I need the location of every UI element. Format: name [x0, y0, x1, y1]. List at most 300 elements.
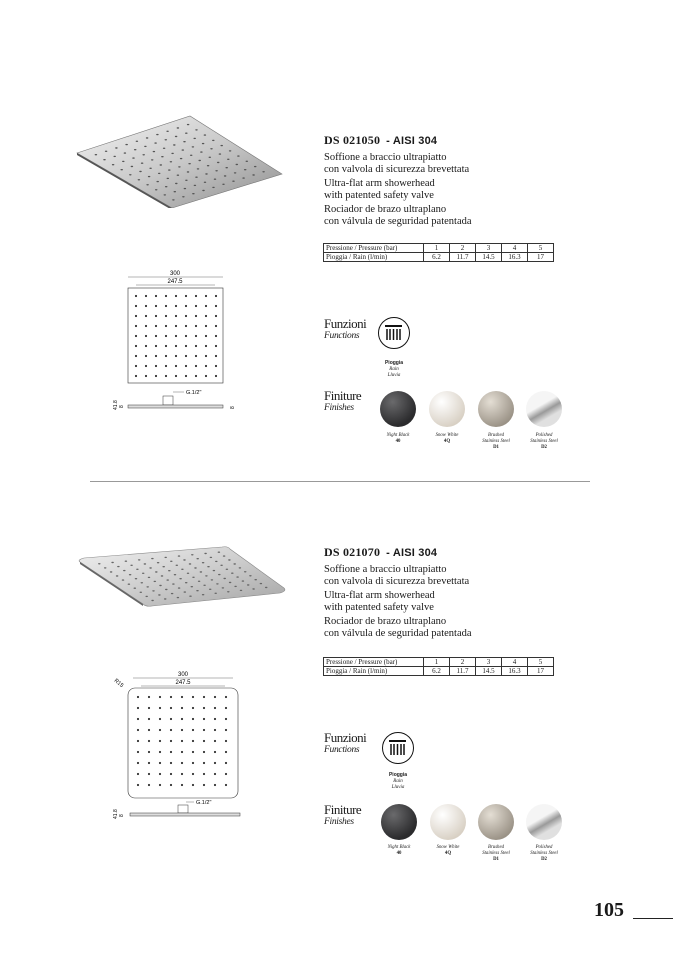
dim-height: 41.8 [113, 400, 119, 410]
nozzle-dot [249, 575, 252, 576]
nozzle-dot [175, 355, 177, 357]
nozzle-dot [192, 577, 195, 578]
nozzle-dot [156, 181, 159, 182]
nozzle-dot [145, 325, 147, 327]
nozzle-dot [262, 171, 265, 172]
nozzle-dot [185, 315, 187, 317]
nozzle-dot [157, 562, 160, 563]
nozzle-dot [171, 593, 174, 594]
nozzle-dot [155, 375, 157, 377]
nozzle-dot [244, 169, 247, 170]
nozzle-dot [197, 168, 200, 169]
nozzle-dot [136, 569, 139, 570]
nozzle-dot [184, 188, 187, 189]
swatch-brushed-steel [478, 804, 514, 840]
nozzle-dot [155, 355, 157, 357]
nozzle-dot [202, 190, 205, 191]
nozzle-dot [158, 173, 161, 174]
rain-shower-icon [382, 732, 414, 764]
nozzle-dot [144, 146, 147, 147]
nozzle-dot [170, 707, 172, 709]
nozzle-dot [203, 751, 205, 753]
nozzle-dot [171, 153, 174, 154]
nozzle-dot [181, 740, 183, 742]
nozzle-dot [153, 151, 156, 152]
nozzle-dot [159, 773, 161, 775]
nozzle-dot [191, 554, 194, 555]
nozzle-dot [189, 596, 192, 597]
nozzle-dot [185, 355, 187, 357]
nozzle-dot [159, 751, 161, 753]
nozzle-dot [137, 729, 139, 731]
nozzle-dot [252, 588, 255, 589]
nozzle-dot [242, 177, 245, 178]
nozzle-dot [135, 355, 137, 357]
nozzle-dot [155, 189, 158, 190]
page-number-rule [633, 918, 673, 919]
nozzle-dot [220, 145, 223, 146]
nozzle-dot [160, 164, 163, 165]
nozzle-dot [214, 784, 216, 786]
nozzle-dot [205, 335, 207, 337]
nozzle-dot [222, 587, 225, 588]
product-code: DS 021070 - AISI 304 [324, 545, 438, 559]
nozzle-dot [148, 762, 150, 764]
nozzle-dot [145, 375, 147, 377]
nozzle-dot [207, 566, 210, 567]
finish-label-polished: Polished Stainless Steel D2 [530, 845, 558, 862]
nozzle-dot [175, 335, 177, 337]
nozzle-dot [116, 575, 119, 576]
nozzle-dot [233, 563, 236, 564]
nozzle-dot [244, 571, 247, 572]
swatch-snow-white [430, 804, 466, 840]
nozzle-dot [214, 593, 217, 594]
nozzle-dot [165, 375, 167, 377]
nozzle-dot [222, 184, 225, 185]
nozzle-dot [164, 557, 167, 558]
nozzle-dot [120, 169, 123, 170]
nozzle-dot [165, 305, 167, 307]
nozzle-dot [236, 576, 239, 577]
nozzle-dot [185, 133, 188, 134]
nozzle-dot [265, 587, 268, 588]
nozzle-dot [203, 585, 206, 586]
nozzle-dot [204, 553, 207, 554]
nozzle-dot [192, 696, 194, 698]
finish-label-brushed: Brushed Stainless Steel D1 [482, 845, 510, 862]
dim-height: 41.8 [113, 809, 119, 819]
nozzle-dot [123, 570, 126, 571]
nozzle-dot [183, 141, 186, 142]
nozzle-dot [180, 158, 183, 159]
nozzle-dot [111, 562, 114, 563]
nozzle-dot [194, 185, 197, 186]
nozzle-dot [214, 707, 216, 709]
nozzle-dot [225, 773, 227, 775]
nozzle-dot [216, 583, 219, 584]
nozzle-dot [209, 589, 212, 590]
nozzle-dot [205, 325, 207, 327]
nozzle-dot [154, 581, 157, 582]
nozzle-dot [154, 142, 157, 143]
nozzle-dot [181, 762, 183, 764]
finishes-heading: Finiture Finishes [324, 802, 362, 827]
nozzle-dot [159, 696, 161, 698]
nozzle-dot [145, 355, 147, 357]
nozzle-dot [181, 773, 183, 775]
nozzle-dot [145, 315, 147, 317]
nozzle-dot [165, 365, 167, 367]
nozzle-dot [142, 573, 145, 574]
nozzle-dot [170, 773, 172, 775]
nozzle-dot [203, 740, 205, 742]
nozzle-dot [135, 335, 137, 337]
nozzle-dot [137, 718, 139, 720]
nozzle-dot [129, 574, 132, 575]
nozzle-dot [151, 558, 154, 559]
nozzle-dot [166, 131, 169, 132]
nozzle-dot [205, 355, 207, 357]
product-description: Soffione a braccio ultrapiatto con valvola di sicurezza brevettata Ultra-flat arm showerhead with patented safety valve Rociador de brazo ultraplano con válvula de seguridad patentada [324, 564, 472, 639]
nozzle-dot [215, 305, 217, 307]
nozzle-dot [195, 355, 197, 357]
nozzle-dot [132, 157, 135, 158]
nozzle-dot [215, 345, 217, 347]
nozzle-dot [185, 180, 188, 181]
nozzle-dot [210, 557, 213, 558]
nozzle-dot [192, 762, 194, 764]
nozzle-dot [110, 571, 113, 572]
finish-label-snow-white: Snow White 4Q [435, 433, 459, 444]
nozzle-dot [212, 187, 215, 188]
nozzle-dot [122, 579, 125, 580]
nozzle-dot [148, 696, 150, 698]
performance-table: Pressione / Pressure (bar) 1 2 3 4 5 Pioggia / Rain (l/min) 6.2 11.7 14.5 16.3 17 [323, 657, 554, 676]
nozzle-dot [205, 375, 207, 377]
nozzle-dot [158, 594, 161, 595]
nozzle-dot [229, 150, 232, 151]
nozzle-dot [223, 555, 226, 556]
nozzle-dot [196, 590, 199, 591]
nozzle-dot [148, 784, 150, 786]
nozzle-dot [254, 166, 257, 167]
nozzle-dot [159, 585, 162, 586]
dim-height-2: 8 [119, 405, 125, 408]
nozzle-dot [215, 365, 217, 367]
nozzle-dot [159, 707, 161, 709]
nozzle-dot [195, 365, 197, 367]
dim-inner: 247.5 [175, 680, 191, 686]
nozzle-dot [134, 149, 137, 150]
nozzle-dot [130, 565, 133, 566]
nozzle-dot [165, 345, 167, 347]
nozzle-dot [172, 583, 175, 584]
nozzle-dot [155, 335, 157, 337]
nozzle-dot [181, 784, 183, 786]
nozzle-dot [200, 151, 203, 152]
nozzle-dot [231, 573, 234, 574]
nozzle-dot [124, 152, 127, 153]
nozzle-dot [191, 586, 194, 587]
nozzle-dot [214, 751, 216, 753]
nozzle-dot [177, 175, 180, 176]
nozzle-dot [205, 345, 207, 347]
nozzle-dot [166, 579, 169, 580]
nozzle-dot [195, 129, 198, 130]
nozzle-dot [129, 174, 132, 175]
nozzle-dot [179, 578, 182, 579]
nozzle-dot [135, 345, 137, 347]
nozzle-dot [170, 161, 173, 162]
nozzle-dot [242, 580, 245, 581]
nozzle-dot [135, 315, 137, 317]
material-label: - AISI 304 [386, 547, 438, 559]
nozzle-dot [178, 166, 181, 167]
nozzle-dot [159, 729, 161, 731]
nozzle-dot [165, 589, 168, 590]
showerhead-image [72, 544, 287, 612]
nozzle-dot [155, 345, 157, 347]
nozzle-dot [170, 751, 172, 753]
nozzle-dot [192, 751, 194, 753]
dim-side: 8 [230, 406, 236, 409]
nozzle-dot [112, 164, 115, 165]
nozzle-dot [215, 355, 217, 357]
nozzle-dot [177, 597, 180, 598]
nozzle-dot [151, 159, 154, 160]
nozzle-dot [210, 148, 213, 149]
nozzle-dot [203, 729, 205, 731]
nozzle-dot [214, 179, 217, 180]
dim-thread: G.1/2" [196, 800, 212, 806]
dim-inner: 247.5 [167, 279, 183, 285]
nozzle-dot [203, 696, 205, 698]
product-description: Soffione a braccio ultrapiatto con valvola di sicurezza brevettata Ultra-flat arm showerhead with patented safety valve Rociador de brazo ultraplano con válvula de seguridad patentada [324, 152, 472, 227]
nozzle-dot [185, 305, 187, 307]
function-label-rain: Pioggia Rain Lluvia [388, 772, 408, 790]
nozzle-dot [181, 729, 183, 731]
dim-height-2: 8 [119, 814, 125, 817]
nozzle-dot [149, 567, 152, 568]
nozzle-dot [217, 162, 220, 163]
nozzle-dot [170, 740, 172, 742]
nozzle-dot [145, 295, 147, 297]
nozzle-dot [170, 762, 172, 764]
nozzle-dot [135, 305, 137, 307]
nozzle-dot [205, 365, 207, 367]
nozzle-dot [162, 566, 165, 567]
nozzle-dot [177, 127, 180, 128]
nozzle-dot [138, 179, 141, 180]
nozzle-dot [170, 718, 172, 720]
nozzle-dot [225, 762, 227, 764]
nozzle-dot [131, 166, 134, 167]
nozzle-dot [234, 172, 237, 173]
product-code: DS 021050 - AISI 304 [324, 133, 438, 147]
nozzle-dot [189, 563, 192, 564]
nozzle-dot [134, 588, 137, 589]
nozzle-dot [182, 149, 185, 150]
nozzle-dot [185, 345, 187, 347]
nozzle-dot [192, 729, 194, 731]
nozzle-dot [146, 137, 149, 138]
nozzle-dot [98, 563, 101, 564]
nozzle-dot [215, 325, 217, 327]
nozzle-dot [215, 170, 218, 171]
nozzle-dot [145, 345, 147, 347]
nozzle-dot [175, 183, 178, 184]
nozzle-dot [182, 196, 185, 197]
nozzle-dot [220, 565, 223, 566]
finish-label-polished: Polished Stainless Steel D2 [530, 433, 558, 450]
nozzle-dot [195, 295, 197, 297]
nozzle-dot [148, 176, 151, 177]
nozzle-dot [178, 587, 181, 588]
dim-thread: G.1/2" [186, 390, 202, 396]
nozzle-dot [236, 164, 239, 165]
nozzle-dot [140, 592, 143, 593]
nozzle-dot [187, 573, 190, 574]
nozzle-dot [135, 375, 137, 377]
nozzle-dot [195, 325, 197, 327]
nozzle-dot [214, 729, 216, 731]
nozzle-dot [203, 718, 205, 720]
nozzle-dot [214, 696, 216, 698]
nozzle-dot [135, 295, 137, 297]
functions-heading: Funzioni Functions [324, 316, 367, 341]
nozzle-dot [212, 140, 215, 141]
nozzle-dot [229, 582, 232, 583]
nozzle-dot [164, 194, 167, 195]
nozzle-dot [202, 143, 205, 144]
nozzle-dot [145, 596, 148, 597]
nozzle-dot [161, 575, 164, 576]
nozzle-dot [175, 295, 177, 297]
nozzle-dot [232, 181, 235, 182]
swatch-polished-steel [526, 804, 562, 840]
nozzle-dot [194, 567, 197, 568]
nozzle-dot [148, 718, 150, 720]
performance-table: Pressione / Pressure (bar) 1 2 3 4 5 Pioggia / Rain (l/min) 6.2 11.7 14.5 16.3 17 [323, 243, 554, 262]
nozzle-dot [204, 182, 207, 183]
nozzle-dot [190, 155, 193, 156]
nozzle-dot [247, 584, 250, 585]
dim-width: 300 [177, 672, 189, 678]
nozzle-dot [239, 567, 242, 568]
nozzle-dot [145, 305, 147, 307]
technical-drawing [108, 268, 243, 428]
nozzle-dot [175, 305, 177, 307]
nozzle-dot [254, 579, 257, 580]
nozzle-dot [159, 762, 161, 764]
swatch-polished-steel [526, 391, 562, 427]
nozzle-dot [144, 563, 147, 564]
finishes-heading: Finiture Finishes [324, 388, 362, 413]
nozzle-dot [224, 175, 227, 176]
nozzle-dot [161, 156, 164, 157]
nozzle-dot [260, 583, 263, 584]
nozzle-dot [181, 718, 183, 720]
functions-heading: Funzioni Functions [324, 730, 367, 755]
nozzle-dot [137, 696, 139, 698]
nozzle-dot [105, 151, 108, 152]
swatch-night-black [381, 804, 417, 840]
nozzle-dot [175, 315, 177, 317]
nozzle-dot [175, 136, 178, 137]
nozzle-dot [155, 365, 157, 367]
nozzle-dot [226, 569, 229, 570]
nozzle-dot [218, 552, 221, 553]
nozzle-dot [214, 740, 216, 742]
nozzle-dot [192, 193, 195, 194]
nozzle-dot [184, 591, 187, 592]
nozzle-dot [95, 154, 98, 155]
nozzle-dot [155, 325, 157, 327]
nozzle-dot [152, 590, 155, 591]
nozzle-dot [156, 134, 159, 135]
nozzle-dot [225, 729, 227, 731]
nozzle-dot [139, 171, 142, 172]
nozzle-dot [168, 570, 171, 571]
nozzle-dot [196, 558, 199, 559]
nozzle-dot [155, 571, 158, 572]
swatch-night-black [380, 391, 416, 427]
swatch-brushed-steel [478, 391, 514, 427]
finish-label-night-black: Night Black 40 [387, 845, 411, 856]
nozzle-dot [165, 139, 168, 140]
nozzle-dot [205, 315, 207, 317]
nozzle-dot [215, 335, 217, 337]
nozzle-dot [174, 191, 177, 192]
nozzle-dot [246, 161, 249, 162]
showerhead-image [72, 108, 287, 208]
nozzle-dot [215, 295, 217, 297]
material-label: - AISI 304 [386, 135, 438, 147]
nozzle-dot [172, 199, 175, 200]
nozzle-dot [192, 773, 194, 775]
dim-radius: R15 [112, 677, 125, 690]
nozzle-dot [146, 586, 149, 587]
nozzle-dot [203, 707, 205, 709]
nozzle-dot [215, 375, 217, 377]
nozzle-dot [148, 751, 150, 753]
nozzle-dot [145, 335, 147, 337]
rain-shower-icon [378, 317, 410, 349]
nozzle-dot [240, 590, 243, 591]
nozzle-dot [200, 571, 203, 572]
nozzle-dot [155, 305, 157, 307]
nozzle-dot [175, 375, 177, 377]
nozzle-dot [187, 124, 190, 125]
nozzle-dot [137, 707, 139, 709]
technical-drawing [108, 669, 243, 829]
nozzle-dot [178, 555, 181, 556]
nozzle-dot [173, 144, 176, 145]
nozzle-dot [227, 159, 230, 160]
nozzle-dot [125, 144, 128, 145]
nozzle-dot [128, 584, 131, 585]
nozzle-dot [203, 762, 205, 764]
nozzle-dot [192, 146, 195, 147]
nozzle-dot [195, 177, 198, 178]
nozzle-dot [205, 575, 208, 576]
nozzle-dot [170, 561, 173, 562]
nozzle-dot [227, 591, 230, 592]
nozzle-dot [192, 784, 194, 786]
finish-label-night-black: Night Black 40 [386, 433, 410, 444]
nozzle-dot [225, 751, 227, 753]
